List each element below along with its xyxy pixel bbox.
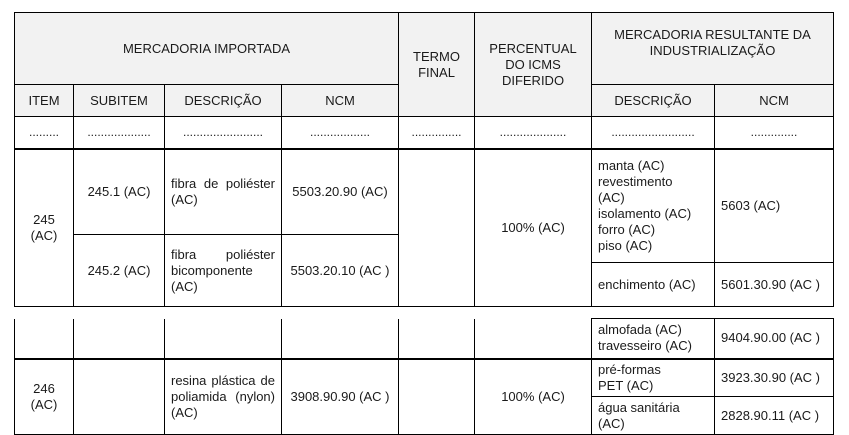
res-descricao-245-a xyxy=(592,149,715,263)
subitem-245-1: 245.1 (AC) xyxy=(74,149,165,235)
res-line: manta (AC) xyxy=(598,157,665,173)
icms-deferral-table-continued xyxy=(14,318,834,435)
res-line: (AC) xyxy=(598,189,625,205)
placeholder-percentual: .................... xyxy=(475,117,592,149)
termo-246 xyxy=(399,359,475,435)
icms-table-continuation xyxy=(14,318,834,435)
ncm-245-1: 5503.20.90 (AC) xyxy=(282,149,399,235)
header-percentual-icms: PERCENTUAL DO ICMS DIFERIDO xyxy=(475,13,592,117)
descricao-245-2: fibra poliéster bicomponente (AC) xyxy=(165,235,282,307)
res-descricao-246-b xyxy=(592,397,715,435)
header-mercadoria-importada: MERCADORIA IMPORTADA xyxy=(15,13,399,85)
item-246: 246 (AC) xyxy=(15,359,74,435)
percentual-246: 100% (AC) xyxy=(475,359,592,435)
termo-245-cont xyxy=(399,319,475,359)
header-item: ITEM xyxy=(15,85,74,117)
res-line: travesseiro (AC) xyxy=(598,338,692,354)
subitem-245-2: 245.2 (AC) xyxy=(74,235,165,307)
res-ncm-245-b: 5601.30.90 (AC ) xyxy=(715,263,834,307)
res-descricao-245-c xyxy=(592,319,715,359)
header-res-ncm: NCM xyxy=(715,85,834,117)
res-line: PET (AC) xyxy=(598,377,654,393)
icms-table-wrapper xyxy=(14,12,834,307)
res-line: (AC) xyxy=(598,415,625,431)
icms-deferral-table xyxy=(14,12,834,307)
subitem-246 xyxy=(74,359,165,435)
table-row xyxy=(15,149,834,235)
ncm-245-2-cont xyxy=(282,319,399,359)
placeholder-row xyxy=(15,117,834,149)
placeholder-termo: ............... xyxy=(399,117,475,149)
termo-245 xyxy=(399,149,475,307)
placeholder-subitem: ................... xyxy=(74,117,165,149)
res-line: água sanitária xyxy=(598,399,680,415)
res-line: forro (AC) xyxy=(598,221,656,237)
res-ncm-245-c: 9404.90.00 (AC ) xyxy=(715,319,834,359)
res-line: almofada (AC) xyxy=(598,322,682,338)
descricao-245-2-cont xyxy=(165,319,282,359)
placeholder-res-ncm: .............. xyxy=(715,117,834,149)
header-mercadoria-resultante: MERCADORIA RESULTANTE DA INDUSTRIALIZAÇÃO xyxy=(592,13,834,85)
percentual-245-cont xyxy=(475,319,592,359)
descricao-246: resina plástica de poliamida (nylon) (AC) xyxy=(165,359,282,435)
res-ncm-246-b: 2828.90.11 (AC ) xyxy=(715,397,834,435)
ncm-246: 3908.90.90 (AC ) xyxy=(282,359,399,435)
res-line: piso (AC) xyxy=(598,237,653,253)
item-245: 245 (AC) xyxy=(15,149,74,307)
placeholder-descricao: ........................ xyxy=(165,117,282,149)
descricao-245-1: fibra de poliéster (AC) xyxy=(165,149,282,235)
placeholder-item: ......... xyxy=(15,117,74,149)
res-line: isolamento (AC) xyxy=(598,205,692,221)
res-line: pré-formas xyxy=(598,361,661,377)
header-ncm: NCM xyxy=(282,85,399,117)
header-res-descricao: DESCRIÇÃO xyxy=(592,85,715,117)
table-row xyxy=(15,319,834,359)
item-245-cont xyxy=(15,319,74,359)
table-row xyxy=(15,359,834,397)
header-subitem: SUBITEM xyxy=(74,85,165,117)
placeholder-res-descricao: ......................... xyxy=(592,117,715,149)
percentual-245: 100% (AC) xyxy=(475,149,592,307)
header-termo-final: TERMO FINAL xyxy=(399,13,475,117)
placeholder-ncm: .................. xyxy=(282,117,399,149)
subitem-245-2-cont xyxy=(74,319,165,359)
res-descricao-245-b: enchimento (AC) xyxy=(592,263,715,307)
res-line: revestimento xyxy=(598,173,673,189)
res-ncm-246-a: 3923.30.90 (AC ) xyxy=(715,359,834,397)
res-descricao-246-a xyxy=(592,359,715,397)
res-ncm-245-a: 5603 (AC) xyxy=(715,149,834,263)
ncm-245-2: 5503.20.10 (AC ) xyxy=(282,235,399,307)
header-descricao: DESCRIÇÃO xyxy=(165,85,282,117)
